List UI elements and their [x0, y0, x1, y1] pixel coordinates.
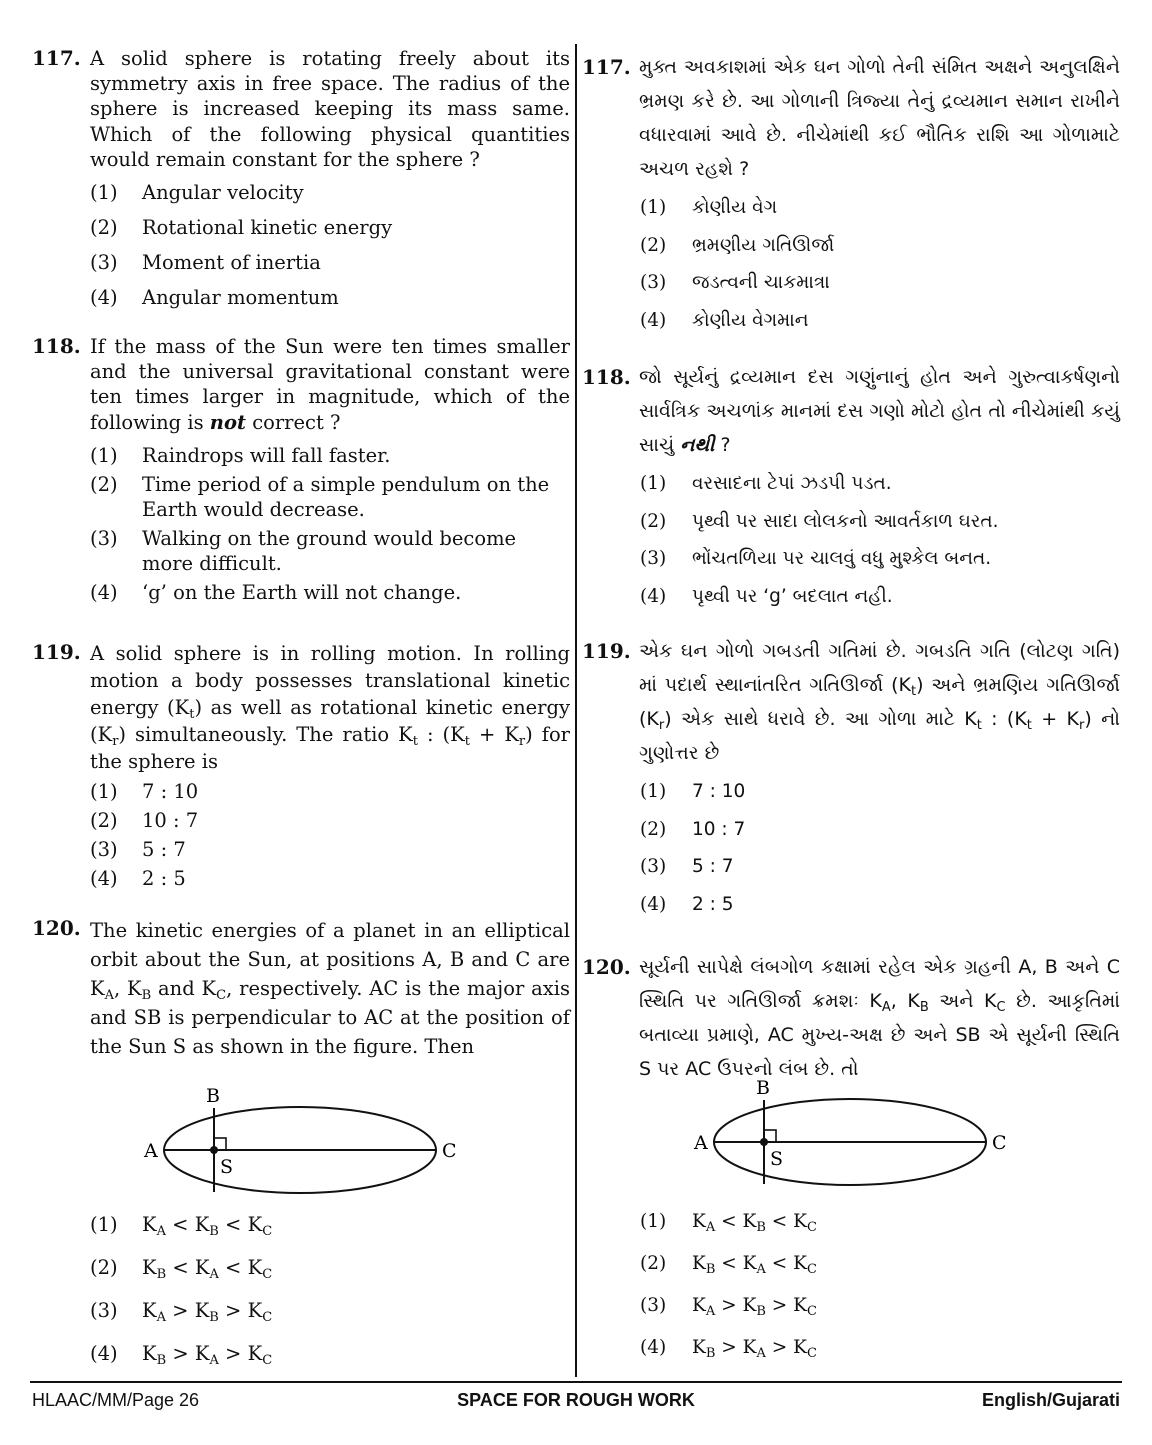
- option-2: (2) $K_B < K_A < K_C$: [640, 1253, 817, 1277]
- question-number: 117.: [32, 46, 81, 70]
- footer-rough-work: SPACE FOR ROUGH WORK: [457, 1390, 695, 1410]
- option-3: (3) Walking on the ground would become more difficult.: [90, 526, 517, 575]
- question-120-en: [32, 916, 570, 1061]
- question-number: 118.: [582, 365, 631, 389]
- option-2: (2) 10 : 7: [640, 818, 746, 840]
- option-4: (4) $K_B > K_A > K_C$: [640, 1337, 817, 1361]
- footer-language: English/Gujarati: [981, 1390, 1120, 1410]
- option-3: (3) 5 : 7: [640, 856, 734, 877]
- option-4: (4) પૃથ્વી પર ‘g’ બદલાત નહી.: [640, 585, 893, 607]
- option-1: (1) 7 : 10: [90, 780, 199, 803]
- question-text: If the mass of the Sun were ten times smaller and the universal gravitational constant were ten times larger in magnitude, which of the following is not correct ?: [90, 335, 570, 434]
- options-list: [640, 470, 1120, 611]
- options-list: [90, 779, 570, 891]
- option-3: (3) $K_A > K_B > K_C$: [90, 1299, 273, 1325]
- option-3: (3) Moment of inertia: [90, 251, 321, 275]
- question-number: 119.: [582, 639, 631, 663]
- question-number: 117.: [582, 55, 631, 79]
- option-3: (3) $K_A > K_B > K_C$: [640, 1295, 817, 1319]
- label-b: B: [206, 1086, 220, 1107]
- label-b: B: [756, 1078, 770, 1099]
- question-number: 119.: [32, 640, 81, 664]
- option-2: (2) Time period of a simple pendulum on the Earth would decrease.: [90, 472, 550, 521]
- label-c: C: [992, 1132, 1007, 1154]
- option-2: (2) 10 : 7: [90, 809, 199, 832]
- option-3: (3) જડત્વની ચાકમાત્રા: [640, 272, 830, 293]
- question-117-en: [32, 46, 570, 320]
- option-3: (3) ભોંચતળિયા પર ચાલવું વધુ મુશ્કેલ બનત.: [640, 548, 992, 569]
- option-4: (4) ‘g’ on the Earth will not change.: [90, 580, 462, 604]
- ellipse-orbit-figure-en: [140, 1086, 460, 1206]
- options-list: [640, 194, 1120, 335]
- label-s: S: [220, 1156, 234, 1178]
- footer-page-code: HLAAC/MM/Page 26: [32, 1390, 200, 1410]
- question-120-gu: [582, 950, 1120, 1086]
- label-a: A: [694, 1132, 708, 1154]
- emphasis-text: not: [209, 410, 246, 434]
- options-list: [90, 443, 570, 605]
- option-1: (1) Angular velocity: [90, 181, 304, 205]
- question-number: 120.: [32, 916, 81, 940]
- q120-options-gu: [582, 1208, 1120, 1376]
- option-1: (1) વરસાદના ટેપાં ઝડપી પડત.: [640, 473, 892, 494]
- label-s: S: [770, 1148, 784, 1170]
- option-1: (1) કોણીય વેગ: [640, 197, 778, 218]
- option-2: (2) પૃથ્વી પર સાદા લોલકનો આવર્તકાળ ઘરત.: [640, 510, 999, 532]
- question-119-gu: [582, 634, 1120, 928]
- option-4: (4) Angular momentum: [90, 286, 339, 310]
- options-list: [90, 180, 570, 310]
- question-text: સૂર્યની સાપેક્ષે લંબગોળ કક્ષામાં રહેલ એક ગ્રહની A, B અને C સ્થિતિ પર ગતિઊર્જા ક્રમશઃ $K_A$, $K_B$ અને $K_C$ છે. આકૃતિમાં બતાવ્યા પ્રમાણે, AC મુખ્ય-અક્ષ છે અને SB એ સૂર્યની સ્થિતિ S પર AC ઉપરનો લંબ છે. તો: [639, 956, 1120, 1080]
- question-text: મુક્ત અવકાશમાં એક ઘન ગોળો તેની સંમિત અક્ષને અનુલક્ષિને ભ્રમણ કરે છે. આ ગોળાની ત્રિજ્યા તેનું દ્રવ્યમાન સમાન રાખીને વધારવામાં આવે છે. નીચેમાંથી કઈ ભૌતિક રાશિ આ ગોળામાટે અચળ રહશે ?: [639, 56, 1120, 180]
- sun-point: [210, 1146, 218, 1154]
- question-text: The kinetic energies of a planet in an elliptical orbit about the Sun, at positions A, B and C are $K_A$, $K_B$ and $K_C$, respectively. AC is the major axis and SB is perpendicular to AC at the position of the Sun S as shown in the figure. Then: [90, 919, 570, 1058]
- option-1: (1) Raindrops will fall faster.: [90, 443, 391, 467]
- options-list: [640, 1208, 1120, 1362]
- option-2: (2) $K_B < K_A < K_C$: [90, 1256, 273, 1282]
- ellipse-orbit-figure-gu: [690, 1078, 1010, 1198]
- q120-options-en: [32, 1212, 570, 1384]
- question-number: 120.: [582, 955, 631, 979]
- label-c: C: [442, 1140, 457, 1162]
- label-a: A: [144, 1140, 158, 1162]
- question-117-gu: [582, 50, 1120, 344]
- question-text: એક ઘન ગોળો ગબડતી ગતિમાં છે. ગબડતિ ગતિ (લોટણ ગતિ) માં પદાર્થ સ્થાનાંતરિત ગતિઊર્જા $(K_t)$ અને ભ્રમણિય ગતિઊર્જા $(K_r)$ એક સાથે ધરાવે છે. આ ગોળા માટે $K_t$ : $(K_t + K_r)$ નો ગુણોત્તર છે: [639, 640, 1120, 764]
- option-1: (1) $K_A < K_B < K_C$: [640, 1211, 817, 1235]
- options-list: [90, 1212, 570, 1366]
- question-118-gu: [582, 360, 1120, 620]
- option-4: (4) $K_B > K_A > K_C$: [90, 1342, 273, 1368]
- footer-rule: [30, 1381, 1122, 1383]
- question-number: 118.: [32, 334, 81, 358]
- option-4: (4) 2 : 5: [90, 867, 186, 890]
- question-text: A solid sphere is rotating freely about its symmetry axis in free space. The radius of the sphere is increased keeping its mass same. Which of the following physical quantities would remain constant for the sphere ?: [90, 47, 570, 171]
- emphasis-text: નથી: [680, 434, 715, 456]
- question-119-en: [32, 640, 570, 895]
- question-118-en: [32, 334, 570, 609]
- option-2: (2) Rotational kinetic energy: [90, 216, 393, 240]
- option-1: (1) $K_A < K_B < K_C$: [90, 1213, 273, 1239]
- question-text: જો સૂર્યનું દ્રવ્યમાન દસ ગણુંનાનું હોત અને ગુરુત્વાકર્ષણનો સાર્વત્રિક અચળાંક માનમાં દસ ગણો મોટો હોત તો નીચેમાંથી કયું સાચું નથી ?: [639, 366, 1120, 456]
- option-2: (2) ભ્રમણીય ગતિઊર્જા: [640, 234, 835, 256]
- option-1: (1) 7 : 10: [640, 781, 746, 802]
- option-4: (4) 2 : 5: [640, 893, 734, 915]
- column-divider: [575, 44, 577, 1377]
- sun-point: [760, 1138, 768, 1146]
- option-3: (3) 5 : 7: [90, 838, 186, 861]
- question-text: A solid sphere is in rolling motion. In rolling motion a body possesses translational kinetic energy $(K_t)$ as well as rotational kinetic energy $(K_r)$ simultaneously. The ratio $K_t$ : $(K_t + K_r)$ for the sphere is: [90, 642, 570, 773]
- option-4: (4) કોણીય વેગમાન: [640, 309, 809, 331]
- options-list: [640, 778, 1120, 919]
